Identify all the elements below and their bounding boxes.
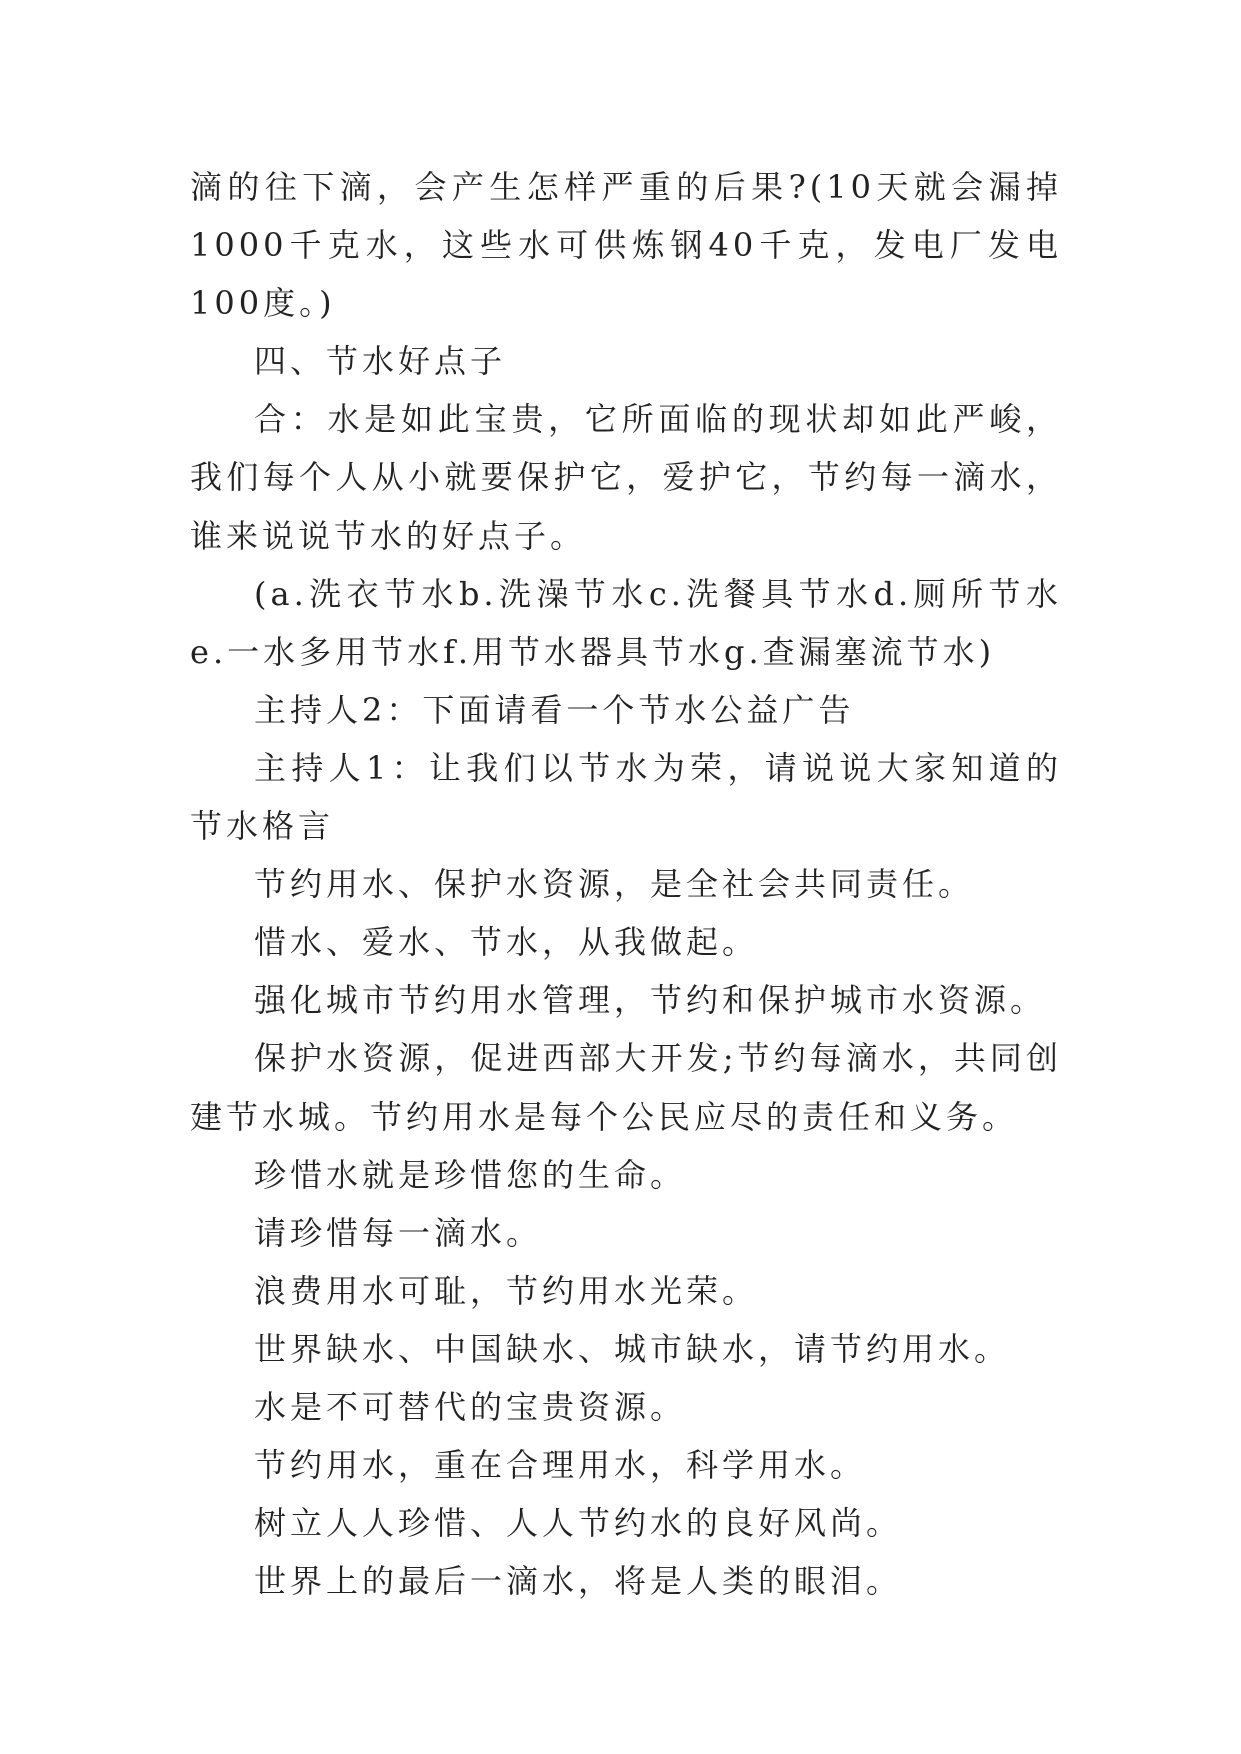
paragraph-ideas-list: (a.洗衣节水b.洗澡节水c.洗餐具节水d.厕所节水e.一水多用节水f.用节水器具节水g.查漏塞流节水) <box>190 574 1062 671</box>
motto-item: 强化城市节约用水管理，节约和保护城市水资源。 <box>254 981 1047 1020</box>
motto-item: 保护水资源，促进西部大开发;节约每滴水，共同创建节水城。节约用水是每个公民应尽的责任和义务。 <box>190 1039 1062 1136</box>
paragraph-host1-line: 主持人1：让我们以节水为荣，请说说大家知道的节水格言 <box>190 748 1062 846</box>
motto-item: 惜水、爱水、节水，从我做起。 <box>254 923 759 962</box>
paragraph-ideas-intro: 合：水是如此宝贵，它所面临的现状却如此严峻，我们每个人从小就要保护它，爱护它，节约每一滴水，谁来说说节水的好点子。 <box>190 400 1062 555</box>
document-body <box>190 158 1062 1610</box>
motto-item: 节约用水、保护水资源，是全社会共同责任。 <box>254 865 975 904</box>
motto-item: 树立人人珍惜、人人节约水的良好风尚。 <box>254 1504 903 1543</box>
motto-item: 请珍惜每一滴水。 <box>254 1213 543 1252</box>
motto-item: 水是不可替代的宝贵资源。 <box>254 1387 687 1426</box>
motto-item: 世界缺水、中国缺水、城市缺水，请节约用水。 <box>254 1329 1011 1368</box>
motto-item: 珍惜水就是珍惜您的生命。 <box>254 1155 687 1194</box>
motto-item: 世界上的最后一滴水，将是人类的眼泪。 <box>254 1562 903 1601</box>
motto-item: 浪费用水可耻，节约用水光荣。 <box>254 1271 759 1310</box>
section-heading-water-saving-ideas: 四、节水好点子 <box>254 342 507 381</box>
paragraph-continuation: 滴的往下滴，会产生怎样严重的后果?(10天就会漏掉1000千克水，这些水可供炼钢40千克，发电厂发电100度。) <box>190 168 1062 323</box>
paragraph-host2-line: 主持人2：下面请看一个节水公益广告 <box>254 690 855 729</box>
motto-item: 节约用水，重在合理用水，科学用水。 <box>254 1446 867 1485</box>
